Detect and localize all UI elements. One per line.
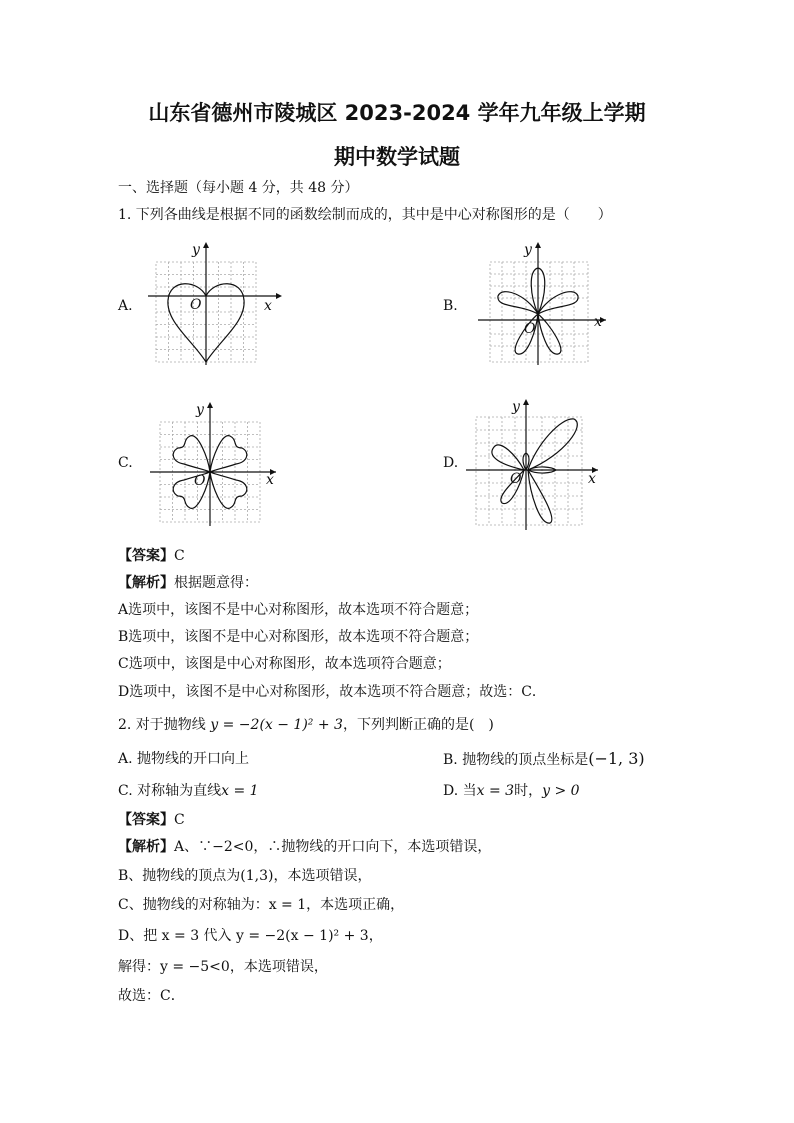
svg-text:y: y [196,402,204,418]
q2-option-b: B. 抛物线的顶点坐标是(−1, 3) [443,749,645,768]
svg-text:O: O [510,471,522,487]
q1-option-b-label: B. [443,298,458,314]
q1-analysis-line: A选项中，该图不是中心对称图形，故本选项不符合题意； [118,602,479,618]
page-title-line2: 期中数学试题 [334,145,460,169]
q2-stem-formula: y = −2(x − 1)² + 3 [210,717,343,733]
q1-figure-b [478,240,618,365]
svg-text:y: y [524,242,532,258]
svg-text:y: y [512,399,520,415]
svg-text:x: x [588,471,596,487]
q1-analysis-line: B选项中，该图不是中心对称图形，故本选项不符合题意； [118,629,479,645]
q2-stem: 2. 对于抛物线 y = −2(x − 1)² + 3，下列判断正确的是( ) [118,717,494,733]
q1-analysis-line: C选项中，该图是中心对称图形，故本选项符合题意； [118,656,451,672]
q2-answer: 【答案】C [118,812,185,828]
q2-analysis-line: D、把 x = 3 代入 y = −2(x − 1)² + 3， [118,928,383,944]
q2-analysis-line: B、抛物线的顶点为(1,3)，本选项错误， [118,868,372,884]
q1-figure-c [150,398,290,526]
section-heading: 一、选择题（每小题 4 分，共 48 分） [118,180,359,196]
q2-analysis-line: 解得：y = −5<0，本选项错误， [118,959,328,975]
q2-analysis-line: 【解析】A、∵−2<0，∴抛物线的开口向下，本选项错误， [118,839,492,855]
y-axis-label: y [192,242,200,258]
svg-text:O: O [194,473,206,489]
origin-label: O [190,297,202,313]
svg-text:x: x [266,472,274,488]
q2-analysis-line: 故选：C． [118,988,185,1004]
q1-option-c-label: C. [118,455,133,471]
svg-text:x: x [594,314,602,330]
q2-option-a: A. 抛物线的开口向上 [118,751,250,767]
q1-answer: 【答案】C [118,548,185,564]
q2-analysis-line: C、抛物线的对称轴为：x = 1，本选项正确， [118,897,405,913]
q2-option-c: C. 对称轴为直线x = 1 [118,783,259,799]
q2-option-d: D. 当x = 3时，y > 0 [443,783,580,799]
q1-analysis-intro: 【解析】根据题意得： [118,575,258,591]
q2-option-b-formula: (−1, 3) [588,749,645,768]
butterfly-curve [492,419,577,523]
q1-figure-a [148,240,288,365]
q1-option-d-label: D. [443,455,459,471]
q1-stem: 1. 下列各曲线是根据不同的函数绘制而成的，其中是中心对称图形的是（ ） [118,207,612,223]
q1-figure-d [466,395,606,530]
svg-text:O: O [524,321,536,337]
x-axis-label: x [264,298,272,314]
q1-analysis-line: D选项中，该图不是中心对称图形，故本选项不符合题意；故选：C． [118,684,546,700]
page-title-line1: 山东省德州市陵城区 2023-2024 学年九年级上学期 [148,101,646,125]
q1-option-a-label: A. [118,298,133,314]
